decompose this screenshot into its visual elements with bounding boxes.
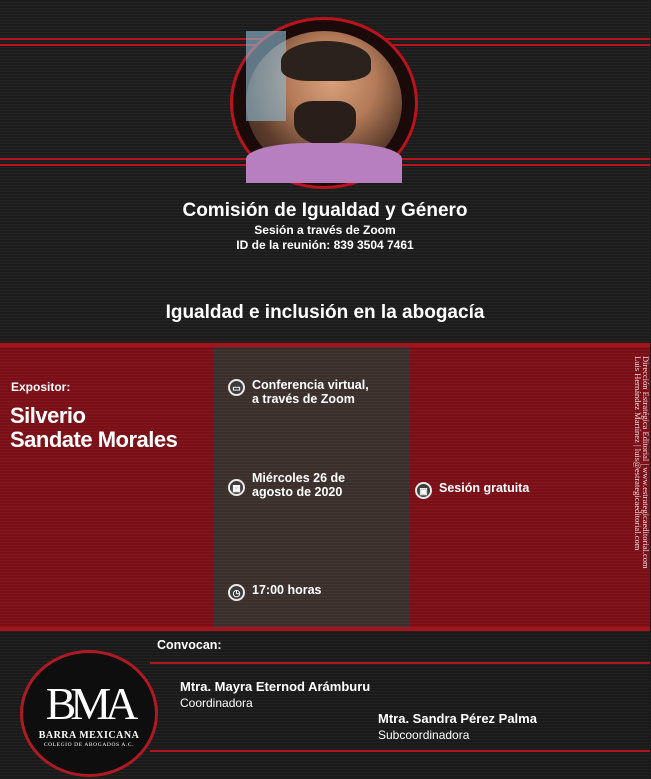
commission-title: Comisión de Igualdad y Género <box>182 200 468 221</box>
calendar-icon: ▦ <box>228 479 245 496</box>
design-credit-line1: Dirección Estratégica Editorial | www.estrategicaeditorial.com <box>641 356 651 569</box>
clock-icon: ◷ <box>228 584 245 601</box>
organizers-label: Convocan: <box>157 638 222 652</box>
speaker-name-line1: Silverio <box>10 403 86 428</box>
laptop-icon: ▭ <box>228 379 245 396</box>
venue-line1: Conferencia virtual, <box>252 378 369 392</box>
subcoordinator-role: Subcoordinadora <box>378 728 470 742</box>
logo-subtitle: COLEGIO DE ABOGADOS A.C. <box>43 741 135 748</box>
divider-line <box>150 662 650 664</box>
cost-text: Sesión gratuita <box>439 481 530 495</box>
time-info <box>228 583 321 601</box>
design-credit-line2: Luis Hernández Martínez | luis@estrategicaeditorial.com <box>633 356 643 551</box>
logo-name: BARRA MEXICANA <box>38 729 140 741</box>
date-info <box>228 471 345 499</box>
event-title: Igualdad e inclusión en la abogacía <box>165 302 485 323</box>
speaker-photo <box>246 31 402 175</box>
venue-line2: a través de Zoom <box>252 392 355 406</box>
divider-line <box>0 343 650 347</box>
speaker-label: Expositor: <box>11 380 71 394</box>
venue-info <box>228 378 369 406</box>
divider-line <box>0 627 650 631</box>
ticket-icon: ▣ <box>415 482 432 499</box>
session-subtitle: Sesión a través de Zoom <box>254 223 396 237</box>
time-text: 17:00 horas <box>252 583 322 597</box>
speaker-photo-frame <box>230 17 418 189</box>
bma-logo <box>20 650 158 777</box>
cost-info <box>415 481 529 499</box>
subcoordinator <box>378 711 537 742</box>
coordinator-name: Mtra. Mayra Eternod Arámburu <box>180 679 371 694</box>
logo-mark: BMA <box>45 677 133 729</box>
design-credit <box>633 356 651 618</box>
meeting-id: ID de la reunión: 839 3504 7461 <box>236 238 414 252</box>
date-line1: Miércoles 26 de <box>252 471 346 485</box>
coordinator <box>180 679 370 710</box>
date-line2: agosto de 2020 <box>252 485 343 499</box>
speaker-name-line2: Sandate Morales <box>10 427 178 452</box>
speaker-name <box>10 404 177 452</box>
subcoordinator-name: Mtra. Sandra Pérez Palma <box>378 711 537 726</box>
coordinator-role: Coordinadora <box>180 696 253 710</box>
divider-line <box>150 750 650 752</box>
